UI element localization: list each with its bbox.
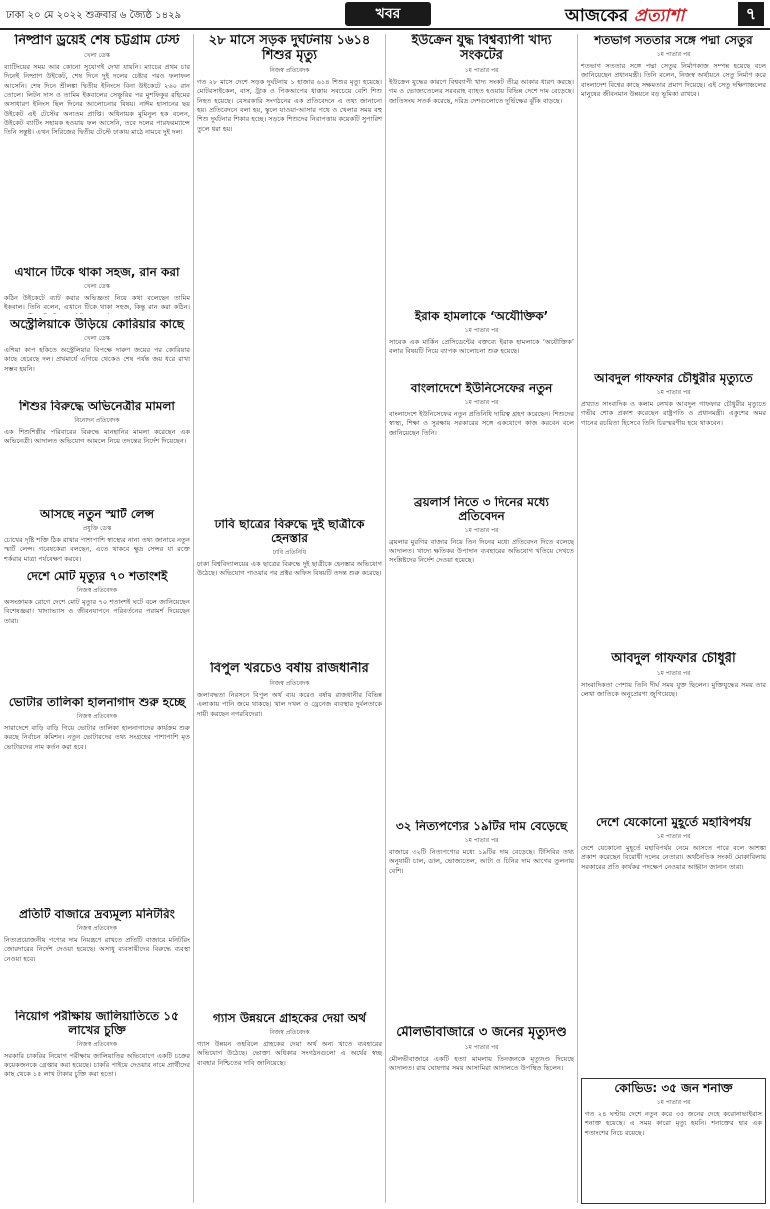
article <box>389 34 574 306</box>
article <box>581 372 766 648</box>
article-body: বাজারে ৩২টি নিত্যপণ্যের মধ্যে ১৯টির দাম বেড়েছে। টিসিবির তথ্য অনুযায়ী চাল, ডাল, ভোজ্যতেল, আটা ও চিনির দাম আগের তুলনায় বেশি। <box>389 847 574 875</box>
byline: নিজস্ব প্রতিবেদক <box>269 1028 310 1036</box>
article <box>581 652 766 812</box>
article <box>4 400 190 504</box>
byline: ১ম পাতার পর <box>656 50 691 58</box>
article-body: এক শিশুশিল্পীর পরিবারের বিরুদ্ধে মানহানির মামলা করেছেন এক অভিনেত্রী। আদালত অভিযোগ আমলে নিয়ে তদন্তের নির্দেশ দিয়েছেন। <box>4 427 190 446</box>
article-body: সরকারি চাকরির নিয়োগ পরীক্ষায় জালিয়াতির অভিযোগে একটি চক্রের কয়েকজনকে গ্রেপ্তার করা হয়েছে। চাকরি পাইয়ে দেওয়ার নামে প্রার্থীদের কাছ থেকে ১৫ লাখ টাকার চুক্তি করা হতো। <box>4 1051 190 1079</box>
headline: শিশুর বিরুদ্ধে অভিনেত্রীর মামলা <box>19 400 175 413</box>
headline: ঢাবি ছাত্রের বিরুদ্ধে দুই ছাত্রীকে হেনস্তার <box>214 518 365 545</box>
headline: মৌলভীবাজারে ৩ জনের মৃত্যুদণ্ড <box>396 1026 567 1040</box>
logo-word-1: আজকের <box>565 6 629 26</box>
logo-word-2: প্রত্যাশা <box>634 6 685 26</box>
article <box>197 518 382 658</box>
article <box>4 508 190 566</box>
column-rule <box>577 34 578 1203</box>
byline: ১ম পাতার পর <box>464 526 499 534</box>
byline: ১ম পাতার পর <box>656 832 691 840</box>
headline: প্রতিটি বাজারে দ্রব্যমূল্য মনিটরিং <box>19 908 175 921</box>
article <box>4 1010 190 1204</box>
article <box>4 34 190 264</box>
headline: নিয়োগ পরীক্ষায় জালিয়াতিতে ১৫ লাখের চুক্তি <box>15 1010 179 1037</box>
byline: বিনোদন প্রতিবেদক <box>74 416 120 424</box>
article-body: সারাদেশে বাড়ি বাড়ি গিয়ে ভোটার তালিকা হালনাগাদের কার্যক্রম শুরু করছে নির্বাচন কমিশন। নতুন ভোটারদের তথ্য সংগ্রহের পাশাপাশি মৃত ভোটারদের নাম কর্তন করা হবে। <box>4 723 190 751</box>
article <box>197 1012 382 1204</box>
article-body: সাবেক এক মার্কিন প্রেসিডেন্টের বক্তব্যে ইরাক হামলাকে ‘অযৌক্তিক’ বলার বিষয়টি নিয়ে ব্যাপক আলোচনা শুরু হয়েছে। <box>389 337 574 356</box>
headline: আবদুল গাফফার চৌধুরী <box>611 652 736 666</box>
article-body: ব্রয়লার মুরগির বাজার নিয়ে তিন দিনের মধ্যে প্রতিবেদন দিতে বলেছে আদালত। খাদ্যে ক্ষতিকর উপাদান ব্যবহারের অভিযোগ খতিয়ে দেখতে সংশ্লিষ্টদের নির্দেশ দেওয়া হয়েছে। <box>389 537 574 565</box>
article-body: বাংলাদেশে ইউনিসেফের নতুন প্রতিনিধি দায়িত্ব গ্রহণ করেছেন। শিশুদের স্বাস্থ্য, শিক্ষা ও সুরক্ষায় সরকারের সঙ্গে একযোগে কাজ করবেন বলে জানিয়েছেন তিনি। <box>389 409 574 437</box>
byline: নিজস্ব প্রতিবেদক <box>76 712 118 720</box>
article-boxed <box>581 1078 766 1204</box>
article <box>4 570 190 692</box>
article-body: জলাবদ্ধতা নিরসনে বিপুল অর্থ ব্যয় করেও বর্ষায় রাজধানীর বিভিন্ন এলাকায় পানি জমে থাকছে। খাল দখল ও ড্রেনেজ ব্যবস্থার দুর্বলতাকে দায়ী করছেন নগরবিদেরা। <box>197 690 382 718</box>
article <box>581 816 766 1074</box>
headline: দেশে মোট মৃত্যুর ৭০ শতাংশই <box>26 570 168 583</box>
article <box>389 310 574 378</box>
headline: অস্ট্রেলিয়াকে উড়িয়ে কোরিয়ার কাছে <box>9 318 185 331</box>
byline: ১ম পাতার পর <box>464 326 499 334</box>
article <box>4 318 190 396</box>
article <box>389 496 574 816</box>
headline: ২৮ মাসে সড়ক দুর্ঘটনায় ১৬১৪ শিশুর মৃত্যু <box>208 34 371 63</box>
headline: কোভিড: ৩৫ জন শনাক্ত <box>614 1081 733 1095</box>
byline: ১ম পাতার পর <box>464 398 499 406</box>
article <box>197 34 382 514</box>
byline: নিজস্ব প্রতিবেদক <box>76 586 118 594</box>
article-body: মৌলভীবাজারে একটি হত্যা মামলায় তিনজনকে মৃত্যুদণ্ড দিয়েছে আদালত। রায় ঘোষণার সময় আসামিরা আদালতে উপস্থিত ছিলেন। <box>389 1054 574 1073</box>
article-body: গত ২৮ মাসে দেশে সড়ক দুর্ঘটনায় ১ হাজার ৬১৪ শিশুর মৃত্যু হয়েছে। মোটরসাইকেল, বাস, ট্রাক ও পিকআপের ধাক্কায় সবচেয়ে বেশি শিশু নিহত হয়েছে। বেসরকারি সংগঠনের এক প্রতিবেদনে এ তথ্য জানানো হয়। প্রতিবেদনে বলা হয়, স্কুলে যাওয়া-আসার পথে ও খেলার সময় বহু শিশু দুর্ঘটনার শিকার হচ্ছে। সড়কে শিশুদের নিরাপত্তায় কয়েকটি সুপারিশ তুলে ধরা হয়। <box>197 77 382 133</box>
headline: বাংলাদেশে ইউনিসেফের নতুন <box>410 382 553 395</box>
byline: ১ম পাতার পর <box>656 1098 691 1106</box>
article-body: শতভাগ সততার সঙ্গে পদ্মা সেতুর নির্মাণকাজ সম্পন্ন হয়েছে বলে জানিয়েছেন প্রধানমন্ত্রী। তিনি বলেন, নিজস্ব অর্থায়নে সেতু নির্মাণ করে বাংলাদেশ বিশ্বের কাছে সক্ষমতার প্রমাণ দিয়েছে। এই সেতু দক্ষিণাঞ্চলের মানুষের জীবনমান উন্নয়নে বড় ভূমিকা রাখবে। <box>581 61 766 98</box>
byline: নিজস্ব প্রতিবেদক <box>269 66 310 74</box>
byline: ১ম পাতার পর <box>464 836 499 844</box>
article-body: গ্যাস উন্নয়ন তহবিলে গ্রাহকের দেয়া অর্থ অন্য খাতে ব্যবহারের অভিযোগ উঠেছে। ভোক্তা অধিকার সংগঠনগুলো এ অর্থের স্বচ্ছ ব্যবহার নিশ্চিতের দাবি জানিয়েছে। <box>197 1039 382 1067</box>
byline: খেলা ডেস্ক <box>84 51 110 59</box>
headline: ইরাক হামলাকে ‘অযৌক্তিক’ <box>414 310 549 323</box>
byline: নিজস্ব প্রতিবেদক <box>76 924 118 932</box>
article <box>4 908 190 1006</box>
article <box>389 382 574 492</box>
article-body: চোখের দৃষ্টি শক্তি ঠিক রাখার পাশাপাশি স্বাস্থ্যের নানা তথ্য জানাবে নতুন স্মার্ট লেন্স। গবেষকেরা বলছেন, এতে থাকবে ক্ষুদ্র সেন্সর যা রক্তে শর্করার মাত্রা পর্যবেক্ষণ করবে। <box>4 535 190 563</box>
dateline: ঢাকা ২০ মে ২০২২ শুক্রবার ৬ জ্যৈষ্ঠ ১৪২৯ <box>6 10 182 21</box>
byline: খেলা ডেস্ক <box>84 282 110 290</box>
article-body: সাংবাদিকতা পেশায় তিনি দীর্ঘ সময় যুক্ত ছিলেন। মুক্তিযুদ্ধের সময় তার লেখা জাতিকে অনুপ্রেরণা জুগিয়েছে। <box>581 680 766 699</box>
article-body: প্রখ্যাত সাংবাদিক ও কলাম লেখক আবদুল গাফফার চৌধুরীর মৃত্যুতে গভীর শোক প্রকাশ করেছেন রাষ্ট্রপতি ও প্রধানমন্ত্রী। একুশের অমর গানের রচয়িতা হিসেবে তিনি চিরস্মরণীয় হয়ে থাকবেন। <box>581 399 766 427</box>
article <box>581 34 766 368</box>
byline: নিজস্ব প্রতিবেদক <box>76 1040 118 1048</box>
headline: শতভাগ সততার সঙ্গে পদ্মা সেতুর <box>594 34 753 47</box>
headline: আসছে নতুন স্মার্ট লেন্স <box>39 508 155 521</box>
article-body: অসংক্রামক রোগে দেশে মোট মৃত্যুর ৭০ শতাংশই ঘটে বলে জানিয়েছেন বিশেষজ্ঞরা। খাদ্যাভ্যাস ও জীবনযাপনে পরিবর্তনের পরামর্শ দিয়েছেন তারা। <box>4 597 190 625</box>
byline: ১ম পাতার পর <box>464 1043 499 1051</box>
article-body: নিত্যপ্রয়োজনীয় পণ্যের দাম নিয়ন্ত্রণে রাখতে প্রতিটি বাজারে মনিটরিং জোরদারের নির্দেশ দেওয়া হয়েছে। অসাধু ব্যবসায়ীদের বিরুদ্ধে ব্যবস্থা নেওয়া হবে। <box>4 935 190 963</box>
headline: বিপুল খরচেও বর্ষায় রাজধানীর <box>210 662 369 676</box>
byline: প্রযুক্তি ডেস্ক <box>82 524 112 532</box>
newspaper-logo <box>565 3 684 31</box>
article-body: এশিয়া কাপ হকিতে অস্ট্রেলিয়ার বিপক্ষে দারুণ জয়ের পর কোরিয়ার কাছে হেরেছে দল। প্রথমার্ধে এগিয়ে থেকেও শেষ পর্যন্ত জয় ধরে রাখা সম্ভব হয়নি। <box>4 345 190 373</box>
article <box>389 1026 574 1204</box>
page-header <box>0 0 770 30</box>
article <box>4 266 190 314</box>
article-body: দেশে যেকোনো মুহূর্তে মহাবিপর্যয় নেমে আসতে পারে বলে আশঙ্কা প্রকাশ করেছেন বিরোধী দলের নেতারা। অর্থনৈতিক সংকট মোকাবিলায় সরকারের প্রতি কার্যকর পদক্ষেপ নেওয়ার আহ্বান জানান তারা। <box>581 843 766 871</box>
article-body: গত ২৪ ঘণ্টায় দেশে নতুন করে ৩৫ জনের দেহে করোনাভাইরাস শনাক্ত হয়েছে। এ সময় কারো মৃত্যু হয়নি। শনাক্তের হার এক শতাংশের নিচে রয়েছে। <box>585 1109 762 1137</box>
headline: ব্রয়লার্স নিতে ৩ দিনের মধ্যে প্রতিবেদন <box>414 496 549 523</box>
article <box>4 696 190 904</box>
article-body: কঠিন উইকেটে ব্যাট করার অভিজ্ঞতা নিয়ে কথা বলেছেন তামিম ইকবাল। তিনি বলেন, এখানে টিকে থাকা সহজ, কিন্তু রান করা কঠিন। <box>4 293 190 312</box>
byline: নিজস্ব প্রতিবেদক <box>269 679 310 687</box>
headline: নিষ্প্রাণ ড্রয়েই শেষ চট্টগ্রাম টেস্ট <box>14 34 180 48</box>
byline: খেলা ডেস্ক <box>84 334 110 342</box>
column-rule <box>193 34 194 1203</box>
byline: ঢাবি প্রতিনিধি <box>272 548 307 556</box>
headline: ৩২ নিত্যপণ্যের ১৯টির দাম বেড়েছে <box>395 820 568 833</box>
article-body: ইউক্রেন যুদ্ধের কারণে বিশ্বব্যাপী খাদ্য সংকট তীব্র আকার ধারণ করছে। গম ও ভোজ্যতেলের সরবরাহ ব্যাহত হওয়ায় বিভিন্ন দেশে দাম বেড়েছে। জাতিসংঘ সতর্ক করেছে, দরিদ্র দেশগুলোতে দুর্ভিক্ষের ঝুঁকি বাড়ছে। <box>389 77 574 105</box>
headline: দেশে যেকোনো মুহূর্তে মহাবিপর্যয় <box>595 816 752 829</box>
headline: ইউক্রেন যুদ্ধ বিশ্বব্যাপী খাদ্য সংকটের <box>411 34 552 63</box>
article-body: ব্যাটিংয়ের সময় আর কোনো সুযোগই দেখা যায়নি। ম্যাচের প্রথম চার দিনেই নিষ্প্রাণ উইকেট, শেষ দিনে দুই দলের চেষ্টার পরও ফলাফল আসেনি। শেষ দিনে শ্রীলঙ্কা দ্বিতীয় ইনিংসে বিনা উইকেটে ২৬০ রান তোলে। লিটন দাস ও তামিম ইকবালের সেঞ্চুরির পর মুশফিকুর রহিমের অসাধারণ ইনিংস ছিল দিনের আলোচনার বিষয়। নাঈম হাসানের ছয় উইকেট এই টেস্টের অন্যতম প্রাপ্তি। অধিনায়ক মুমিনুল হক বলেন, উইকেট ব্যাটিং সহায়ক হওয়ায় ফল আসেনি, তবে দলের পারফরম্যান্সে তিনি সন্তুষ্ট। এখন সিরিজের দ্বিতীয় টেস্টে ঢাকায় মাঠে নামবে দুই দল। <box>4 62 190 137</box>
section-label: খবর <box>345 2 431 26</box>
column-rule <box>385 34 386 1203</box>
headline: ভোটার তালিকা হালনাগাদ শুরু হচ্ছে <box>8 696 186 709</box>
article-body: ঢাকা বিশ্ববিদ্যালয়ের এক ছাত্রের বিরুদ্ধে দুই ছাত্রীকে হেনস্তার অভিযোগ উঠেছে। অভিযোগ পাওয়ার পর প্রক্টর অফিস বিষয়টি তদন্ত শুরু করেছে। <box>197 559 382 577</box>
headline: গ্যাস উন্নয়নে গ্রাহকের দেয়া অর্থ <box>212 1012 367 1025</box>
headline: আবদুল গাফফার চৌধুরীর মৃত্যুতে <box>594 372 753 385</box>
byline: ১ম পাতার পর <box>656 669 691 677</box>
headline: এখানে টিকে থাকা সহজ, রান করা <box>14 266 180 279</box>
article <box>389 820 574 1022</box>
article <box>197 662 382 1008</box>
byline: ১ম পাতার পর <box>464 66 499 74</box>
byline: ১ম পাতার পর <box>656 388 691 396</box>
page-number: ৭ <box>738 2 764 26</box>
